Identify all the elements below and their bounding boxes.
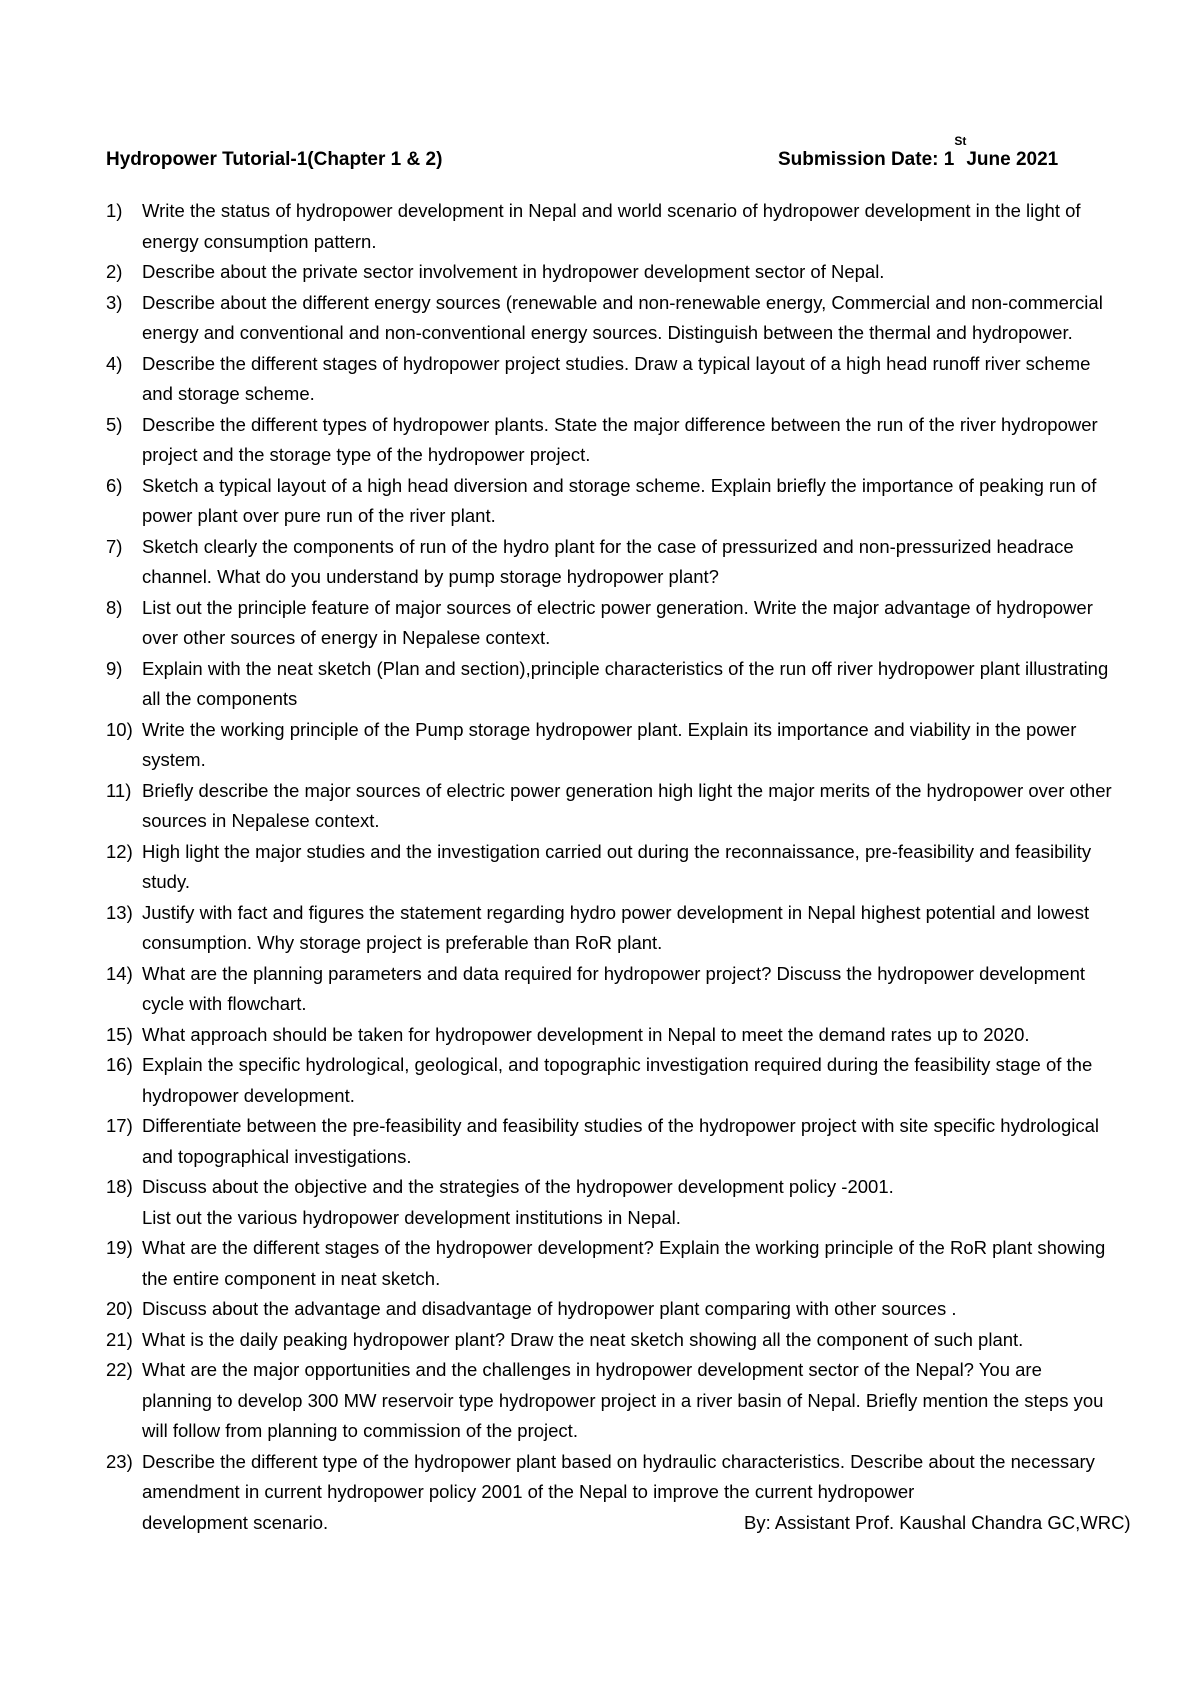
- question-number: 14): [106, 962, 133, 984]
- question-text: Describe the different stages of hydropower project studies. Draw a typical layout of a high head runoff river scheme and storage scheme.: [142, 352, 1091, 404]
- question-number: 18): [106, 1176, 133, 1197]
- question-text: Describe about the private sector involvement in hydropower development sector of Nepal.: [142, 261, 885, 282]
- question-item: [106, 898, 1116, 959]
- question-number: 10): [106, 718, 133, 740]
- question-text: Explain the specific hydrological, geological, and topographic investigation required during the feasibility stage of the hydropower development.: [142, 1054, 1093, 1106]
- submission-date-prefix: Submission Date: 1: [778, 149, 955, 170]
- question-item: [106, 715, 1116, 776]
- question-item: [106, 1020, 1116, 1051]
- question-text: What are the planning parameters and data required for hydropower project? Discuss the hydropower development cycle with flowchart.: [142, 962, 1086, 1014]
- question-number: 19): [106, 1237, 133, 1258]
- question-item: [106, 1355, 1116, 1447]
- question-item: [106, 776, 1116, 837]
- question-last-line: [142, 1508, 1131, 1539]
- question-text-extra: List out the various hydropower development institutions in Nepal.: [142, 1206, 681, 1228]
- question-item: [106, 593, 1116, 654]
- question-last-line-text: development scenario.: [142, 1511, 329, 1533]
- question-number: 13): [106, 901, 133, 923]
- question-text: Briefly describe the major sources of electric power generation high light the major merits of the hydropower over other sources in Nepalese context.: [142, 779, 1112, 831]
- question-text: Write the status of hydropower development in Nepal and world scenario of hydropower development in the light of energy consumption pattern.: [142, 200, 1081, 252]
- question-text: Write the working principle of the Pump storage hydropower plant. Explain its importance and viability in the power system.: [142, 718, 1077, 770]
- question-text: Sketch clearly the components of run of the hydro plant for the case of pressurized and non-pressurized headrace channel. What do you understand by pump storage hydropower plant?: [142, 535, 1074, 587]
- question-number: 17): [106, 1115, 133, 1136]
- question-text: Justify with fact and figures the statement regarding hydro power development in Nepal highest potential and lowest consumption. Why storage project is preferable than RoR plant.: [142, 901, 1090, 953]
- question-text: Describe about the different energy sources (renewable and non-renewable energy, Commercial and non-commercial energy and conventional and non-conventional energy sources. Distinguish between the thermal and hydropower.: [142, 291, 1103, 343]
- question-item: [106, 1172, 1116, 1233]
- question-text: Differentiate between the pre-feasibility and feasibility studies of the hydropower project with site specific hydrological and topographical investigations.: [142, 1115, 1100, 1167]
- question-item: [106, 257, 1116, 288]
- question-number: 5): [106, 413, 123, 435]
- question-number: 11): [106, 779, 132, 801]
- question-list: [106, 196, 1131, 1538]
- question-number: 3): [106, 291, 123, 313]
- question-item: [106, 196, 1116, 257]
- question-number: 12): [106, 840, 133, 862]
- question-text: High light the major studies and the investigation carried out during the reconnaissance, pre-feasibility and feasibility study.: [142, 840, 1092, 892]
- question-number: 21): [106, 1328, 133, 1350]
- document-title: Hydropower Tutorial-1(Chapter 1 & 2): [106, 149, 443, 170]
- question-number: 23): [106, 1450, 133, 1472]
- question-text: Explain with the neat sketch (Plan and section),principle characteristics of the run off river hydropower plant illustrating all the components: [142, 657, 1109, 709]
- question-number: 6): [106, 474, 123, 496]
- question-item: [106, 1294, 1116, 1325]
- question-text: What are the major opportunities and the challenges in hydropower development sector of the Nepal? You are planning to develop 300 MW reservoir type hydropower project in a river basin of Nepal. Briefly mention the steps you will follow from planning to commission of the project.: [142, 1359, 1104, 1441]
- question-number: 16): [106, 1054, 133, 1075]
- question-item: [106, 1447, 1131, 1539]
- author-credit: By: Assistant Prof. Kaushal Chandra GC,WRC): [744, 1511, 1131, 1533]
- question-number: 15): [106, 1023, 133, 1045]
- question-item: [106, 1050, 1116, 1111]
- question-item: [106, 1111, 1116, 1172]
- submission-date-suffix: June 2021: [966, 149, 1059, 170]
- question-text: List out the principle feature of major sources of electric power generation. Write the major advantage of hydropower over other sources of energy in Nepalese context.: [142, 596, 1093, 648]
- question-text: What is the daily peaking hydropower plant? Draw the neat sketch showing all the component of such plant.: [142, 1328, 1024, 1350]
- question-text: What are the different stages of the hydropower development? Explain the working principle of the RoR plant showing the entire component in neat sketch.: [142, 1237, 1106, 1289]
- question-text: Sketch a typical layout of a high head diversion and storage scheme. Explain briefly the importance of peaking run of power plant over pure run of the river plant.: [142, 474, 1097, 526]
- question-item: [106, 532, 1116, 593]
- question-item: [106, 471, 1116, 532]
- question-number: 9): [106, 657, 123, 679]
- question-text: Discuss about the objective and the strategies of the hydropower development policy -2001.: [142, 1176, 894, 1197]
- question-item: [106, 654, 1116, 715]
- question-item: [106, 410, 1116, 471]
- submission-date: [778, 134, 1059, 173]
- question-number: 8): [106, 596, 123, 618]
- submission-date-superscript: St: [954, 134, 967, 148]
- question-item: [106, 1233, 1116, 1294]
- question-number: 22): [106, 1359, 133, 1380]
- question-text: Describe the different types of hydropower plants. State the major difference between the run of the river hydropower project and the storage type of the hydropower project.: [142, 413, 1098, 465]
- question-text: What approach should be taken for hydropower development in Nepal to meet the demand rates up to 2020.: [142, 1023, 1030, 1045]
- question-number: 7): [106, 535, 123, 557]
- question-item: [106, 959, 1116, 1020]
- question-text: Discuss about the advantage and disadvantage of hydropower plant comparing with other sources .: [142, 1298, 957, 1319]
- question-number: 1): [106, 200, 123, 221]
- question-number: 4): [106, 352, 123, 374]
- question-text: Describe the different type of the hydropower plant based on hydraulic characteristics. Describe about the necessary amendment in current hydropower policy 2001 of the Nepal to improve the current hydropower: [142, 1450, 1095, 1502]
- question-item: [106, 1325, 1116, 1356]
- question-item: [106, 349, 1116, 410]
- question-number: 20): [106, 1298, 133, 1319]
- question-item: [106, 837, 1116, 898]
- question-item: [106, 288, 1116, 349]
- question-number: 2): [106, 261, 123, 282]
